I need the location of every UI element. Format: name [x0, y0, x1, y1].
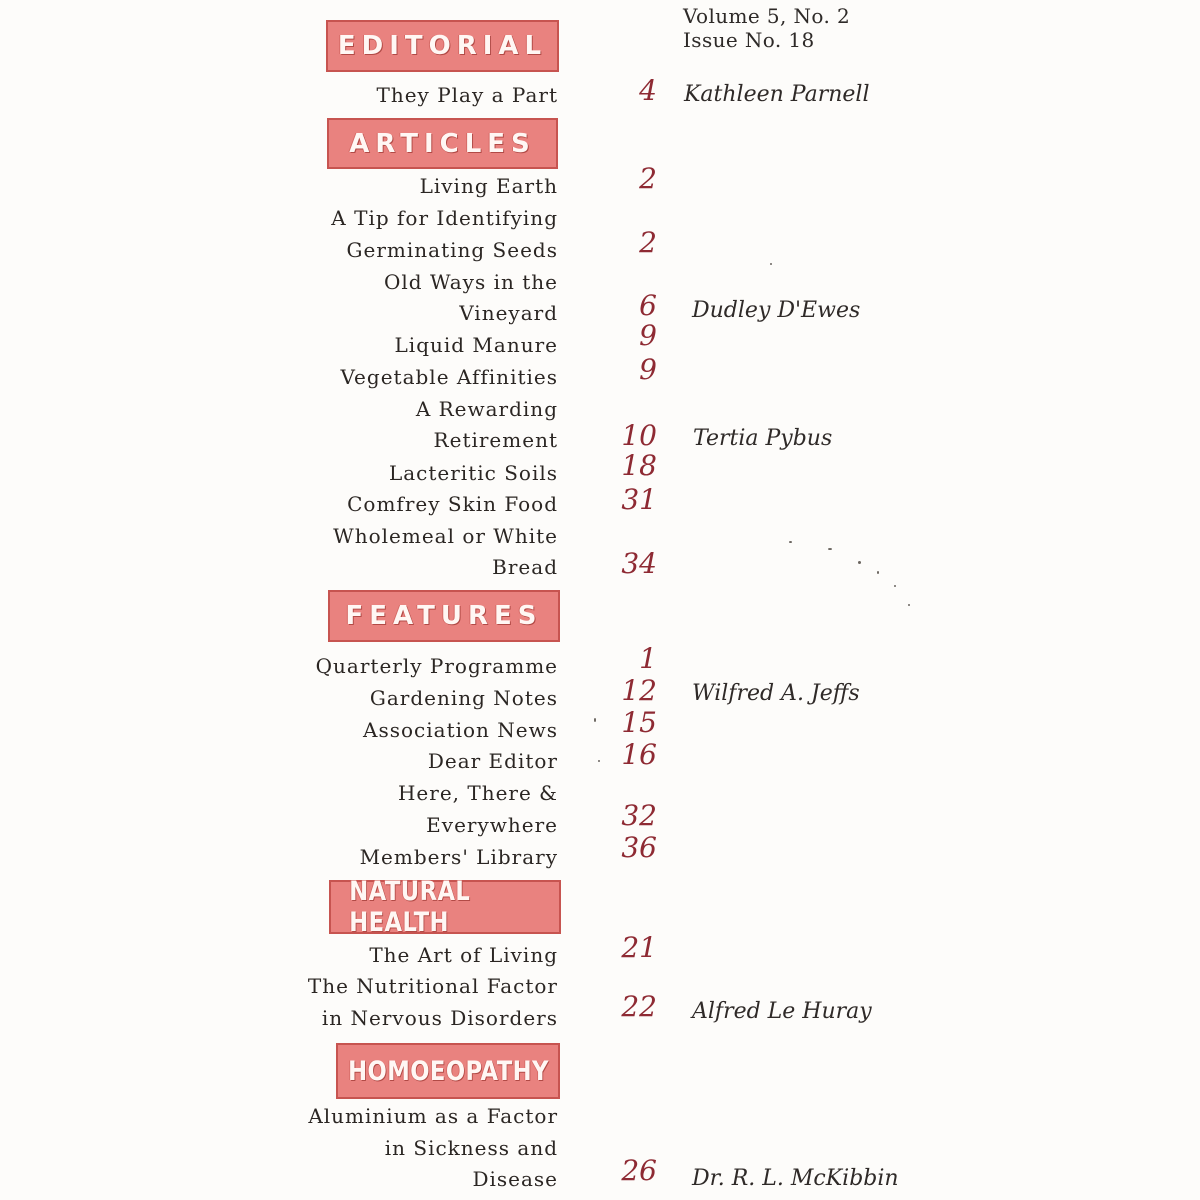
- page-number: 4: [639, 74, 657, 107]
- contents-line: A Rewarding: [415, 397, 558, 421]
- contents-line: Old Ways in the: [383, 270, 558, 294]
- contents-line: Living Earth: [419, 174, 558, 198]
- volume-number: Volume 5, No. 2: [683, 4, 851, 28]
- section-header-natural-health: NATURAL HEALTH: [329, 880, 561, 934]
- contents-line: Vegetable Affinities: [340, 365, 558, 389]
- page-number: 31: [621, 483, 657, 516]
- page-number: 2: [639, 226, 657, 259]
- author-name: Wilfred A. Jeffs: [692, 681, 860, 706]
- author-name: Dr. R. L. McKibbin: [692, 1166, 899, 1191]
- scan-speck: [598, 760, 600, 762]
- scan-speck: [828, 548, 832, 550]
- contents-line: Quarterly Programme: [315, 654, 558, 678]
- contents-line: Lacteritic Soils: [388, 461, 558, 485]
- contents-line: Everywhere: [426, 813, 558, 837]
- contents-line: Germinating Seeds: [346, 238, 558, 262]
- section-header-articles: ARTICLES: [327, 118, 558, 169]
- scan-speck: [877, 571, 879, 574]
- page-number: 16: [621, 738, 657, 771]
- scan-speck: [594, 718, 596, 722]
- contents-line: Association News: [363, 718, 558, 742]
- page-number: 21: [621, 931, 657, 964]
- page-number: 9: [639, 353, 657, 386]
- contents-line: The Nutritional Factor: [307, 974, 558, 998]
- section-header-features: FEATURES: [328, 590, 560, 642]
- contents-line: Comfrey Skin Food: [347, 492, 558, 516]
- section-header-editorial: EDITORIAL: [326, 20, 559, 72]
- author-name: Alfred Le Huray: [692, 999, 872, 1024]
- contents-line: The Art of Living: [369, 943, 558, 967]
- page-number: 34: [621, 547, 657, 580]
- author-name: Dudley D'Ewes: [692, 298, 861, 323]
- page-number: 22: [621, 990, 657, 1023]
- contents-line: Aluminium as a Factor: [308, 1104, 558, 1128]
- contents-line: in Sickness and: [384, 1136, 558, 1160]
- contents-line: Retirement: [433, 428, 558, 452]
- author-name: Tertia Pybus: [693, 426, 833, 451]
- scan-speck: [858, 561, 861, 564]
- scan-speck: [908, 604, 910, 606]
- page-number: 1: [639, 642, 657, 675]
- contents-line: Dear Editor: [427, 749, 558, 773]
- page-number: 36: [621, 831, 657, 864]
- page-number: 15: [621, 706, 657, 739]
- contents-line: A Tip for Identifying: [331, 206, 558, 230]
- page-number: 10: [621, 419, 657, 452]
- page-number: 9: [639, 319, 657, 352]
- contents-line: in Nervous Disorders: [321, 1006, 558, 1030]
- page-number: 18: [621, 449, 657, 482]
- page-number: 26: [621, 1154, 657, 1187]
- section-header-homoeopathy: HOMOEOPATHY: [336, 1043, 560, 1099]
- issue-number: Issue No. 18: [683, 28, 815, 52]
- contents-line: Wholemeal or White: [333, 524, 558, 548]
- contents-line: Members' Library: [359, 845, 558, 869]
- scan-speck: [789, 541, 792, 543]
- page-number: 6: [639, 289, 657, 322]
- page-number: 2: [639, 162, 657, 195]
- scan-speck: [894, 585, 896, 587]
- contents-line: Here, There &: [397, 781, 558, 805]
- page-number: 12: [621, 674, 657, 707]
- page-number: 32: [621, 799, 657, 832]
- author-name: Kathleen Parnell: [684, 82, 870, 107]
- contents-line: Disease: [472, 1167, 558, 1191]
- contents-line: They Play a Part: [376, 83, 558, 107]
- scan-speck: [770, 263, 772, 265]
- contents-line: Bread: [492, 555, 558, 579]
- contents-line: Liquid Manure: [394, 333, 558, 357]
- contents-line: Gardening Notes: [369, 686, 558, 710]
- contents-line: Vineyard: [459, 301, 558, 325]
